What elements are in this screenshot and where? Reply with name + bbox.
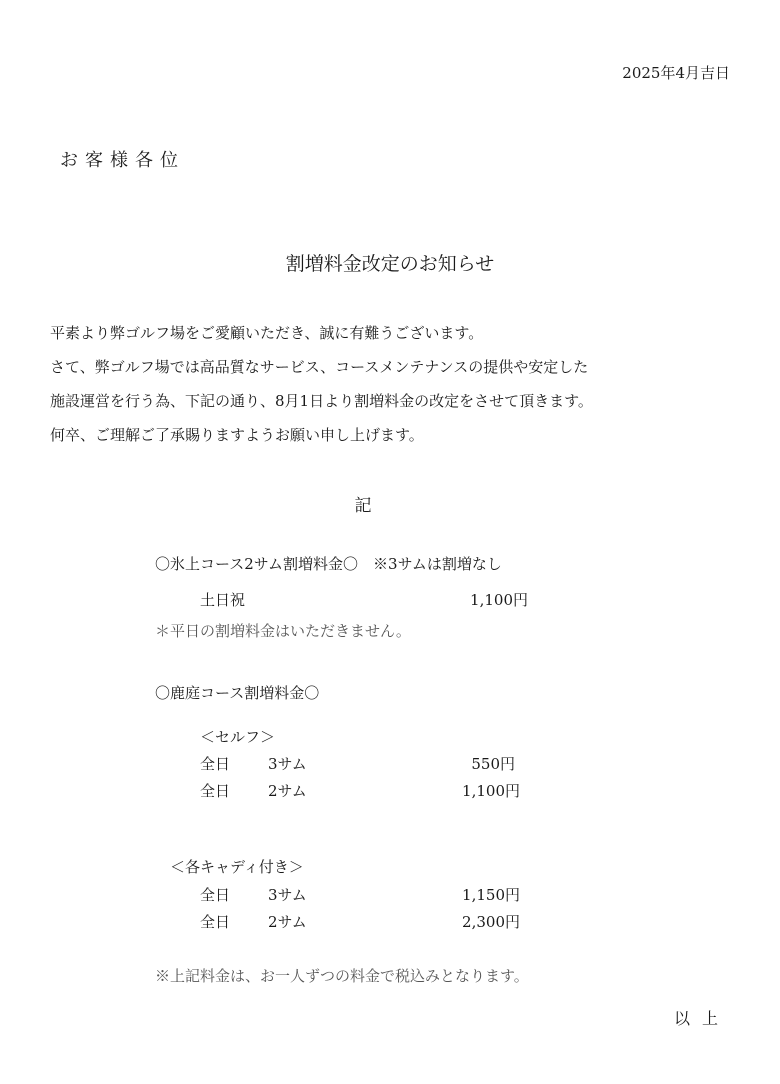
self-row-players: 3サム xyxy=(268,755,307,773)
self-row-day: 全日 xyxy=(200,755,231,773)
section-heading-hiyoshi: 〇氷上コース2サム割増料金〇 ※3サムは割増なし xyxy=(155,555,502,573)
caddie-row-players: 2サム xyxy=(268,913,307,931)
caddie-row-players: 3サム xyxy=(268,886,307,904)
document-date: 2025年4月吉日 xyxy=(622,64,730,82)
self-row-players: 2サム xyxy=(268,782,307,800)
tax-footnote: ※上記料金は、お一人ずつの料金で税込みとなります。 xyxy=(155,967,529,985)
caddie-row-price: 1,150円 xyxy=(462,886,520,904)
addressee: お客様各位 xyxy=(60,150,185,171)
caddie-row-day: 全日 xyxy=(200,886,231,904)
self-row-price: 550円 xyxy=(471,755,515,773)
body-line-reason-1: さて、弊ゴルフ場では高品質なサービス、コースメンテナンスの提供や安定した xyxy=(50,358,589,376)
group-label-caddie: ＜各キャディ付き＞ xyxy=(170,858,304,876)
row-label-weekend: 土日祝 xyxy=(200,591,246,609)
body-line-reason-2: 施設運営を行う為、下記の通り、8月1日より割増料金の改定をさせて頂きます。 xyxy=(50,392,593,410)
caddie-row-day: 全日 xyxy=(200,913,231,931)
section-heading-kaniwa: 〇鹿庭コース割増料金〇 xyxy=(155,684,320,702)
document-title: 割増料金改定のお知らせ xyxy=(285,253,495,275)
self-row-day: 全日 xyxy=(200,782,231,800)
row-price-weekend: 1,100円 xyxy=(470,591,528,609)
closing-ijou: 以上 xyxy=(673,1009,730,1028)
group-label-self: ＜セルフ＞ xyxy=(200,728,276,746)
caddie-row-price: 2,300円 xyxy=(462,913,520,931)
body-line-request: 何卒、ご理解ご了承賜りますようお願い申し上げます。 xyxy=(50,426,424,444)
ki-heading: 記 xyxy=(354,496,372,516)
weekday-note: ＊平日の割増料金はいただきません。 xyxy=(155,622,411,640)
self-row-price: 1,100円 xyxy=(462,782,520,800)
body-line-greeting: 平素より弊ゴルフ場をご愛顧いただき、誠に有難うございます。 xyxy=(50,324,484,342)
